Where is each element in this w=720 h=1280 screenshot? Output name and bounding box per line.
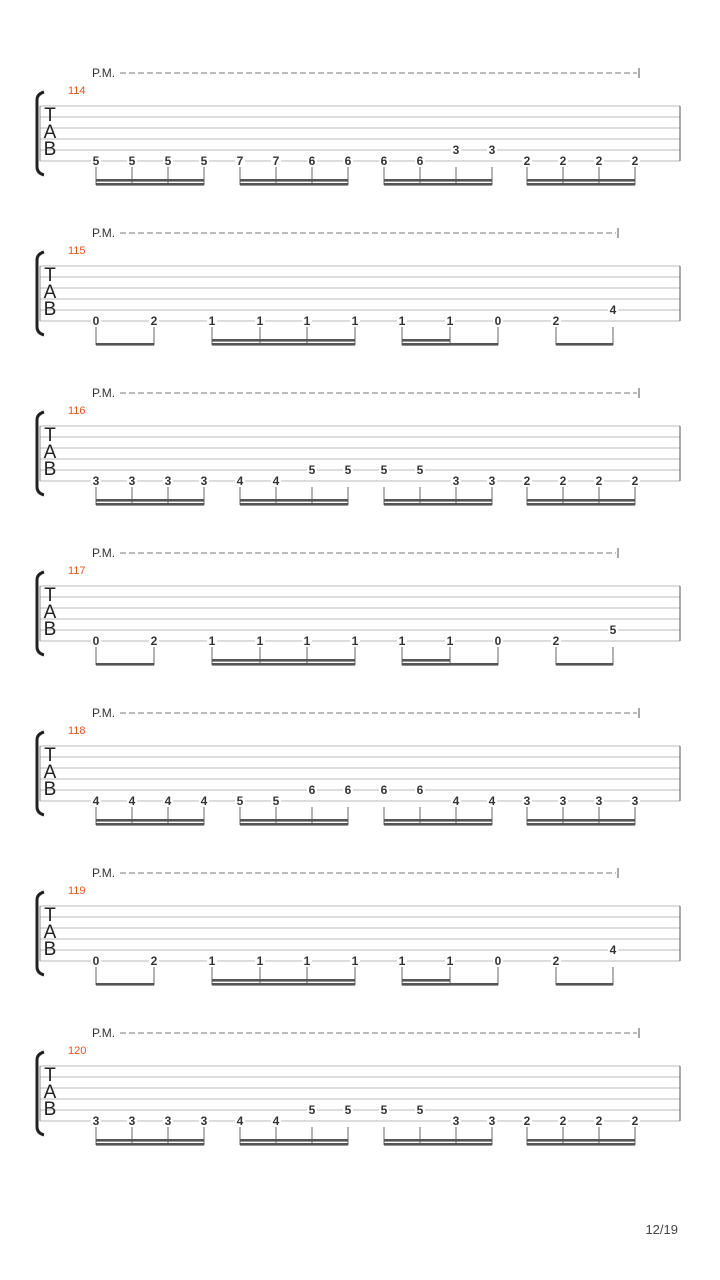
fret-number: 3	[164, 1114, 172, 1128]
staff-system-118	[37, 706, 680, 826]
fret-number: 3	[559, 794, 567, 808]
note-beam	[384, 1139, 492, 1142]
tab-clef-letter: A	[43, 122, 57, 143]
note-beam	[384, 499, 492, 502]
tab-clef-letter: B	[43, 779, 57, 800]
fret-number: 2	[595, 474, 603, 488]
fret-number: 5	[609, 623, 617, 637]
note-beam	[240, 183, 348, 186]
note-beam	[240, 819, 348, 822]
note-beam	[384, 823, 492, 826]
fret-number: 1	[398, 634, 406, 648]
fret-number: 3	[488, 474, 496, 488]
tab-clef-letter: B	[43, 619, 57, 640]
fret-number: 3	[452, 1114, 460, 1128]
fret-number: 1	[256, 954, 264, 968]
fret-number: 0	[92, 954, 100, 968]
palm-mute-label: P.M.	[92, 546, 116, 560]
fret-number: 3	[128, 1114, 136, 1128]
note-beam	[384, 179, 492, 182]
fret-number: 5	[200, 154, 208, 168]
fret-number: 3	[631, 794, 639, 808]
tab-clef-letter: T	[44, 585, 56, 606]
fret-number: 5	[272, 794, 280, 808]
fret-number: 4	[164, 794, 172, 808]
tab-clef-letter: A	[43, 282, 57, 303]
fret-number: 5	[380, 1103, 388, 1117]
fret-number: 2	[552, 314, 560, 328]
fret-number: 4	[452, 794, 460, 808]
fret-number: 5	[416, 1103, 424, 1117]
tab-clef-letter: B	[43, 139, 57, 160]
fret-number: 4	[272, 1114, 280, 1128]
note-beam	[527, 183, 635, 186]
palm-mute-label: P.M.	[92, 706, 116, 720]
fret-number: 5	[308, 463, 316, 477]
note-beam	[240, 179, 348, 182]
fret-number: 6	[380, 154, 388, 168]
note-beam	[240, 503, 348, 506]
fret-number: 5	[416, 463, 424, 477]
fret-number: 2	[523, 1114, 531, 1128]
staff-system-117	[37, 546, 680, 666]
palm-mute-label: P.M.	[92, 226, 116, 240]
staff-system-115	[37, 226, 680, 346]
fret-number: 1	[398, 954, 406, 968]
tab-clef-letter: T	[44, 265, 56, 286]
palm-mute-label: P.M.	[92, 66, 116, 80]
fret-number: 3	[488, 143, 496, 157]
note-beam	[527, 499, 635, 502]
tab-clef-letter: T	[44, 905, 56, 926]
fret-number: 4	[609, 943, 617, 957]
note-beam	[96, 1143, 204, 1146]
note-beam	[527, 1139, 635, 1142]
note-beam	[556, 983, 613, 986]
fret-number: 0	[92, 314, 100, 328]
bar-number: 115	[68, 245, 86, 257]
fret-number: 2	[595, 1114, 603, 1128]
note-beam	[402, 343, 498, 346]
note-beam	[212, 343, 355, 346]
fret-number: 1	[446, 314, 454, 328]
note-beam	[96, 343, 154, 346]
fret-number: 0	[92, 634, 100, 648]
fret-number: 4	[236, 1114, 244, 1128]
fret-number: 2	[150, 634, 158, 648]
fret-number: 0	[494, 634, 502, 648]
fret-number: 5	[236, 794, 244, 808]
fret-number: 0	[494, 314, 502, 328]
bar-number: 117	[68, 565, 86, 577]
fret-number: 3	[488, 1114, 496, 1128]
tab-clef-letter: A	[43, 922, 57, 943]
palm-mute-label: P.M.	[92, 866, 116, 880]
fret-number: 1	[208, 954, 216, 968]
fret-number: 4	[609, 303, 617, 317]
fret-number: 4	[92, 794, 100, 808]
fret-number: 3	[200, 474, 208, 488]
fret-number: 3	[200, 1114, 208, 1128]
tab-clef-letter: T	[44, 425, 56, 446]
note-beam	[96, 983, 154, 986]
tab-clef-letter: A	[43, 602, 57, 623]
fret-number: 1	[303, 954, 311, 968]
note-beam	[402, 983, 498, 986]
fret-number: 4	[272, 474, 280, 488]
note-beam	[384, 503, 492, 506]
fret-number: 1	[208, 314, 216, 328]
tab-clef-letter: A	[43, 442, 57, 463]
fret-number: 5	[308, 1103, 316, 1117]
note-beam	[240, 1143, 348, 1146]
fret-number: 1	[398, 314, 406, 328]
note-beam	[402, 659, 450, 662]
fret-number: 1	[351, 954, 359, 968]
fret-number: 6	[380, 783, 388, 797]
note-beam	[212, 979, 355, 982]
fret-number: 6	[344, 154, 352, 168]
fret-number: 2	[523, 154, 531, 168]
note-beam	[212, 659, 355, 662]
staff-system-114	[37, 66, 680, 186]
fret-number: 2	[559, 474, 567, 488]
fret-number: 2	[631, 474, 639, 488]
note-beam	[96, 1139, 204, 1142]
fret-number: 5	[92, 154, 100, 168]
note-beam	[96, 183, 204, 186]
tab-clef-letter: B	[43, 299, 57, 320]
fret-number: 2	[150, 954, 158, 968]
fret-number: 5	[164, 154, 172, 168]
fret-number: 2	[523, 474, 531, 488]
fret-number: 7	[272, 154, 280, 168]
note-beam	[96, 823, 204, 826]
palm-mute-label: P.M.	[92, 1026, 116, 1040]
note-beam	[402, 663, 498, 666]
bar-number: 118	[68, 725, 86, 737]
fret-number: 1	[351, 314, 359, 328]
fret-number: 3	[164, 474, 172, 488]
fret-number: 2	[595, 154, 603, 168]
note-beam	[556, 343, 613, 346]
note-beam	[240, 1139, 348, 1142]
fret-number: 6	[416, 154, 424, 168]
fret-number: 4	[200, 794, 208, 808]
note-beam	[96, 179, 204, 182]
fret-number: 1	[303, 634, 311, 648]
note-beam	[96, 663, 154, 666]
note-beam	[240, 499, 348, 502]
fret-number: 3	[452, 474, 460, 488]
fret-number: 7	[236, 154, 244, 168]
note-beam	[384, 1143, 492, 1146]
tab-clef-letter: A	[43, 762, 57, 783]
staff-system-119	[37, 866, 680, 986]
fret-number: 2	[559, 154, 567, 168]
fret-number: 4	[236, 474, 244, 488]
fret-number: 1	[208, 634, 216, 648]
note-beam	[527, 819, 635, 822]
staff-system-116	[37, 386, 680, 506]
note-beam	[527, 823, 635, 826]
note-beam	[402, 339, 450, 342]
fret-number: 5	[344, 463, 352, 477]
fret-number: 1	[256, 634, 264, 648]
bar-number: 114	[68, 85, 86, 97]
fret-number: 2	[552, 634, 560, 648]
tab-clef-letter: T	[44, 1065, 56, 1086]
fret-number: 2	[631, 154, 639, 168]
fret-number: 4	[128, 794, 136, 808]
fret-number: 1	[446, 634, 454, 648]
fret-number: 4	[488, 794, 496, 808]
note-beam	[527, 179, 635, 182]
bar-number: 116	[68, 405, 86, 417]
note-beam	[384, 183, 492, 186]
tab-clef-letter: B	[43, 459, 57, 480]
fret-number: 3	[92, 1114, 100, 1128]
fret-number: 3	[128, 474, 136, 488]
bar-number: 119	[68, 885, 86, 897]
fret-number: 6	[344, 783, 352, 797]
fret-number: 2	[631, 1114, 639, 1128]
note-beam	[527, 503, 635, 506]
tab-clef-letter: B	[43, 1099, 57, 1120]
fret-number: 3	[595, 794, 603, 808]
fret-number: 1	[303, 314, 311, 328]
tab-clef-letter: B	[43, 939, 57, 960]
note-beam	[212, 983, 355, 986]
page-number: 12/19	[645, 1222, 678, 1237]
fret-number: 5	[380, 463, 388, 477]
fret-number: 6	[416, 783, 424, 797]
note-beam	[96, 503, 204, 506]
fret-number: 1	[256, 314, 264, 328]
note-beam	[212, 339, 355, 342]
fret-number: 5	[128, 154, 136, 168]
fret-number: 2	[552, 954, 560, 968]
palm-mute-label: P.M.	[92, 386, 116, 400]
fret-number: 1	[446, 954, 454, 968]
fret-number: 0	[494, 954, 502, 968]
note-beam	[240, 823, 348, 826]
fret-number: 6	[308, 783, 316, 797]
note-beam	[212, 663, 355, 666]
tab-clef-letter: T	[44, 745, 56, 766]
staff-system-120	[37, 1026, 680, 1146]
note-beam	[96, 819, 204, 822]
note-beam	[556, 663, 613, 666]
note-beam	[402, 979, 450, 982]
fret-number: 3	[92, 474, 100, 488]
fret-number: 2	[150, 314, 158, 328]
note-beam	[384, 819, 492, 822]
fret-number: 2	[559, 1114, 567, 1128]
fret-number: 5	[344, 1103, 352, 1117]
tab-clef-letter: T	[44, 105, 56, 126]
fret-number: 3	[452, 143, 460, 157]
fret-number: 3	[523, 794, 531, 808]
fret-number: 1	[351, 634, 359, 648]
note-beam	[527, 1143, 635, 1146]
fret-number: 6	[308, 154, 316, 168]
tab-clef-letter: A	[43, 1082, 57, 1103]
note-beam	[96, 499, 204, 502]
bar-number: 120	[68, 1045, 87, 1057]
